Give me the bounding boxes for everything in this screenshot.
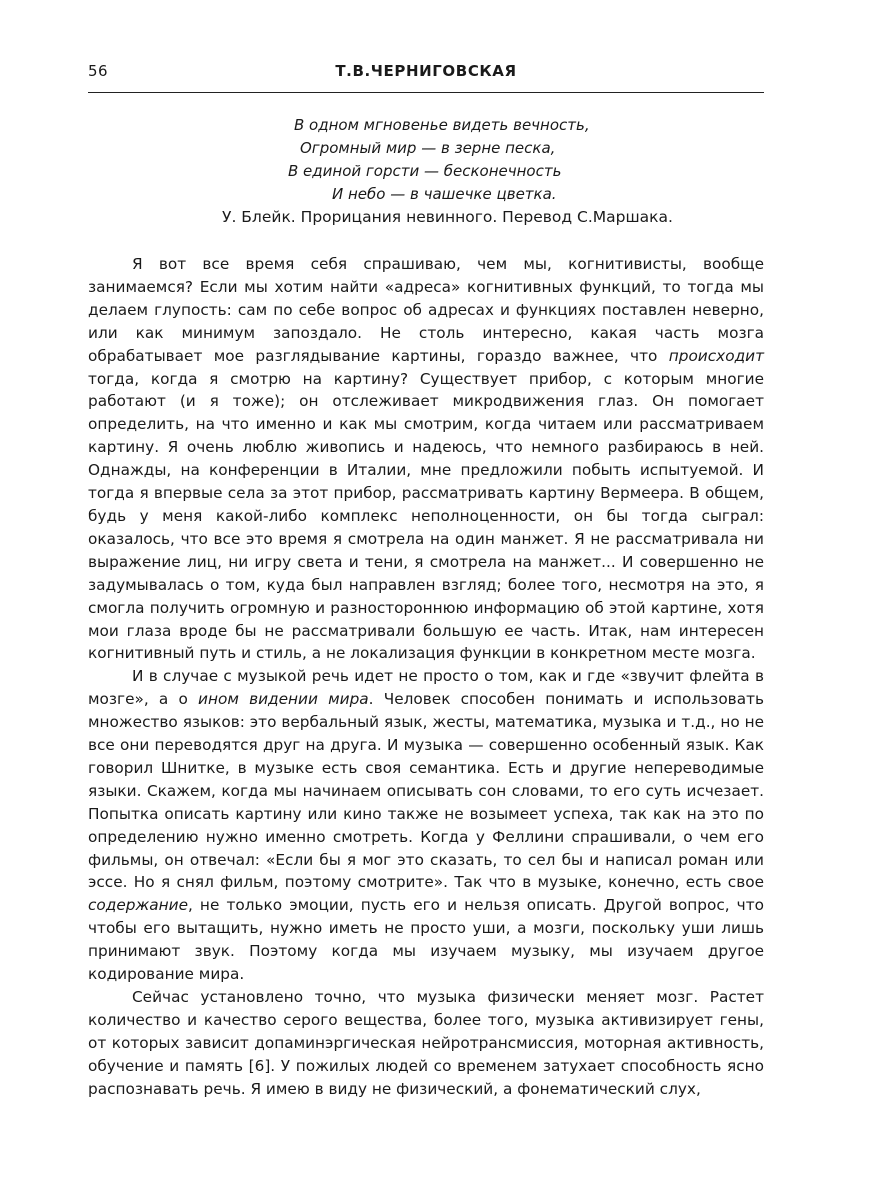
page-number: 56: [88, 62, 109, 80]
paragraph-text: . Человек способен понимать и использовать множество языков: это вербальный язык, жесты, математика, музыка и т.д., но не все они переводятся друг на друга. И музыка — совершенно особенный язык. Как говорил Шнитке, в музыке есть своя семантика. Есть и другие непереводимые языки. Скажем, когда мы начинаем описывать сон словами, то его суть исчезает. Попытка описать картину или кино также не возымеет успеха, так как на это по определению нужно именно смотреть. Когда у Феллини спрашивали, о чем его фильмы, он отвечал: «Если бы я мог это сказать, то сел бы и написал роман или эссе. Но я снял фильм, поэтому смотрите». Так что в музыке, конечно, есть свое: [88, 690, 764, 892]
epigraph-attribution: У. Блейк. Прорицания невинного. Перевод С.Маршака.: [222, 208, 673, 226]
paragraph: [88, 665, 764, 986]
paragraph: [88, 253, 764, 665]
epigraph-line: В одном мгновенье видеть вечность,: [294, 116, 590, 134]
emphasis-text: содержание: [88, 896, 188, 915]
epigraph: [88, 114, 764, 229]
paragraph: [88, 986, 764, 1101]
running-head-author: Т.В.ЧЕРНИГОВСКАЯ: [335, 62, 517, 80]
page-header: [88, 60, 764, 90]
epigraph-line: И небо — в чашечке цветка.: [332, 185, 557, 203]
epigraph-line: Огромный мир — в зерне песка,: [300, 139, 556, 157]
paragraph-text: тогда, когда я смотрю на картину? Существует прибор, с которым многие работают (и я тоже); он отслеживает микродвижения глаз. Он помогает определить, на что именно и как мы смотрим, когда читаем или рассматриваем картину. Я очень люблю живопись и надеюсь, что немного разбираюсь в ней. Однажды, на конференции в Италии, мне предложили побыть испытуемой. И тогда я впервые села за этот прибор, рассматривать картину Вермеера. В общем, будь у меня какой-либо комплекс неполноценности, он бы тогда сыграл: оказалось, что все это время я смотрела на один манжет. Я не рассматривала ни выражение лиц, ни игру света и тени, я смотрела на манжет... И совершенно не задумывалась о том, куда был направлен взгляд; более того, несмотря на это, я смогла получить огромную и разностороннюю информацию об этой картине, хотя мои глаза вроде бы не рассматривали большую ее часть. Итак, нам интересен когнитивный путь и стиль, а не локализация функции в конкретном месте мозга.: [88, 369, 764, 663]
emphasis-text: ином видении мира: [198, 690, 369, 709]
emphasis-text: происходит: [668, 346, 764, 365]
paragraph-text: И в случае с музыкой речь идет не просто о том, как и где «звучит флейта в мозге», а о: [88, 667, 764, 709]
paragraph-text: Я вот все время себя спрашиваю, чем мы, когнитивисты, вообще занимаемся? Если мы хотим найти «адреса» когнитивных функций, то тогда мы делаем глупость: сам по себе вопрос об адресах и функциях поставлен неверно, или как минимум запоздало. Не столь интересно, какая часть мозга обрабатывает мое разглядывание картины, гораздо важнее, что: [88, 255, 764, 365]
paragraph-text: Сейчас установлено точно, что музыка физически меняет мозг. Растет количество и качество серого вещества, более того, музыка активизирует гены, от которых зависит допаминэргическая нейротрансмиссия, моторная активность, обучение и память [6]. У пожилых людей со временем затухает способность ясно распознавать речь. Я имею в виду не физический, а фонематический слух,: [88, 988, 764, 1098]
header-rule: [88, 92, 764, 93]
paragraph-text: , не только эмоции, пусть его и нельзя описать. Другой вопрос, что чтобы его вытащить, нужно иметь не просто уши, а мозги, поскольку уши лишь принимают звук. Поэтому когда мы изучаем музыку, мы изучаем другое кодирование мира.: [88, 896, 764, 984]
epigraph-line: В единой горсти — бесконечность: [288, 162, 562, 180]
body-text: [88, 253, 764, 1101]
